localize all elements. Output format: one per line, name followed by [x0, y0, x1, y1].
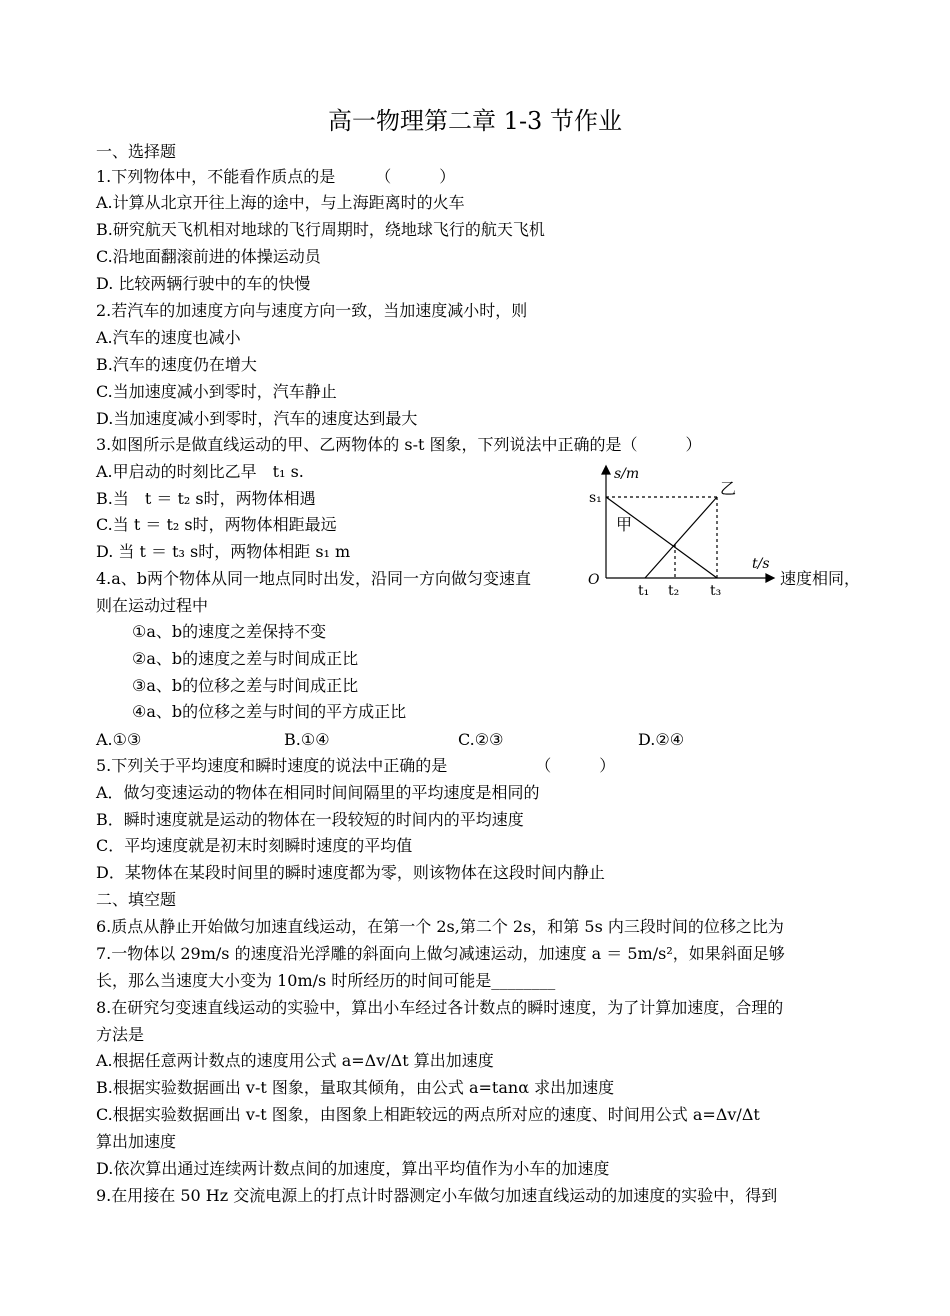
question-7: 7.一物体以 29m/s 的速度沿光浮雕的斜面向上做匀减速运动，加速度 a ＝ 5m/s²，如果斜面足够 — [96, 944, 785, 963]
question-4-cont: 则在运动过程中 — [96, 596, 209, 615]
question-2: 2.若汽车的加速度方向与速度方向一致，当加速度减小时，则 — [96, 301, 528, 320]
question-5: 5.下列关于平均速度和瞬时速度的说法中正确的是 （ ） — [96, 756, 616, 775]
t2-label: t₂ — [668, 583, 680, 599]
q4-statement-1: ①a、b的速度之差保持不变 — [132, 622, 327, 641]
q5-option-b: B．瞬时速度就是运动的物体在一段较短的时间内的平均速度 — [96, 810, 524, 829]
t3-label: t₃ — [710, 583, 722, 599]
q4-option-d: D.②④ — [638, 730, 685, 749]
line-yi — [645, 497, 717, 578]
page-title: 高一物理第二章 1-3 节作业 — [328, 107, 622, 135]
question-6: 6.质点从静止开始做匀加速直线运动，在第一个 2s,第二个 2s，和第 5s 内三段时间的位移之比为 — [96, 917, 784, 936]
question-4: 4.a、b两个物体从同一地点同时出发，沿同一方向做匀变速直 — [96, 569, 532, 588]
question-7-cont: 长，那么当速度大小变为 10m/s 时所经历的时间可能是________ — [96, 971, 556, 990]
origin-label: O — [588, 572, 600, 588]
q8-option-d: D.依次算出通过连续两计数点间的加速度，算出平均值作为小车的加速度 — [96, 1159, 610, 1178]
q4-statement-2: ②a、b的速度之差与时间成正比 — [132, 649, 359, 668]
q8-option-c: C.根据实验数据画出 v-t 图象，由图象上相距较远的两点所对应的速度、时间用公式 a=Δv/Δt — [96, 1105, 760, 1124]
q2-option-a: A.汽车的速度也减小 — [96, 328, 241, 347]
line-jia — [606, 497, 717, 578]
question-1: 1.下列物体中，不能看作质点的是 （ ） — [96, 167, 456, 186]
question-8: 8.在研究匀变速直线运动的实验中，算出小车经过各计数点的瞬时速度，为了计算加速度，合理的 — [96, 998, 784, 1017]
question-8-cont: 方法是 — [96, 1025, 145, 1044]
q4-option-a: A.①③ — [96, 730, 142, 749]
q1-option-d: D. 比较两辆行驶中的车的快慢 — [96, 274, 311, 293]
q2-option-b: B.汽车的速度仍在增大 — [96, 355, 257, 374]
question-3: 3.如图所示是做直线运动的甲、乙两物体的 s-t 图象，下列说法中正确的是（ ） — [96, 435, 702, 454]
question-4-tail: 速度相同， — [780, 569, 861, 588]
q3-option-d: D. 当 t ＝ t₃ s时，两物体相距 s₁ m — [96, 542, 351, 561]
q1-option-a: A.计算从北京开往上海的途中，与上海距离时的火车 — [96, 193, 465, 212]
y-axis-label: s/m — [614, 466, 640, 482]
q5-option-d: D．某物体在某段时间里的瞬时速度都为零，则该物体在这段时间内静止 — [96, 863, 605, 882]
t-axis-arrow — [766, 574, 774, 582]
t1-label: t₁ — [638, 583, 650, 599]
section-heading-fill: 二、填空题 — [96, 890, 177, 909]
x-axis-label: t/s — [752, 556, 770, 572]
q8-option-b: B.根据实验数据画出 v-t 图象，量取其倾角，由公式 a=tanα 求出加速度 — [96, 1078, 615, 1097]
q5-option-a: A．做匀变速运动的物体在相同时间间隔里的平均速度是相同的 — [96, 783, 540, 802]
q4-statement-3: ③a、b的位移之差与时间成正比 — [132, 676, 359, 695]
q4-option-b: B.①④ — [284, 730, 330, 749]
q3-option-a: A.甲启动的时刻比乙早 t₁ s. — [96, 462, 304, 481]
q5-option-c: C．平均速度就是初末时刻瞬时速度的平均值 — [96, 836, 413, 855]
q3-option-b: B.当 t ＝ t₂ s时，两物体相遇 — [96, 489, 316, 508]
q4-statement-4: ④a、b的位移之差与时间的平方成正比 — [132, 702, 407, 721]
s-axis-arrow — [602, 466, 610, 474]
q1-option-b: B.研究航天飞机相对地球的飞行周期时，绕地球飞行的航天飞机 — [96, 220, 545, 239]
yi-label: 乙 — [720, 479, 737, 498]
q8-option-c-cont: 算出加速度 — [96, 1132, 177, 1151]
section-heading-choice: 一、选择题 — [96, 142, 177, 161]
q2-option-d: D.当加速度减小到零时，汽车的速度达到最大 — [96, 409, 418, 428]
q8-option-a: A.根据任意两计数点的速度用公式 a=Δv/Δt 算出加速度 — [96, 1051, 494, 1070]
q4-option-c: C.②③ — [458, 730, 504, 749]
q2-option-c: C.当加速度减小到零时，汽车静止 — [96, 382, 337, 401]
s-t-graph — [586, 460, 786, 600]
q1-option-c: C.沿地面翻滚前进的体操运动员 — [96, 247, 321, 266]
question-9: 9.在用接在 50 Hz 交流电源上的打点计时器测定小车做匀加速直线运动的加速度的实验中，得到 — [96, 1186, 778, 1205]
jia-label: 甲 — [616, 515, 633, 534]
s1-label: s₁ — [589, 490, 602, 506]
q3-option-c: C.当 t ＝ t₂ s时，两物体相距最远 — [96, 515, 337, 534]
